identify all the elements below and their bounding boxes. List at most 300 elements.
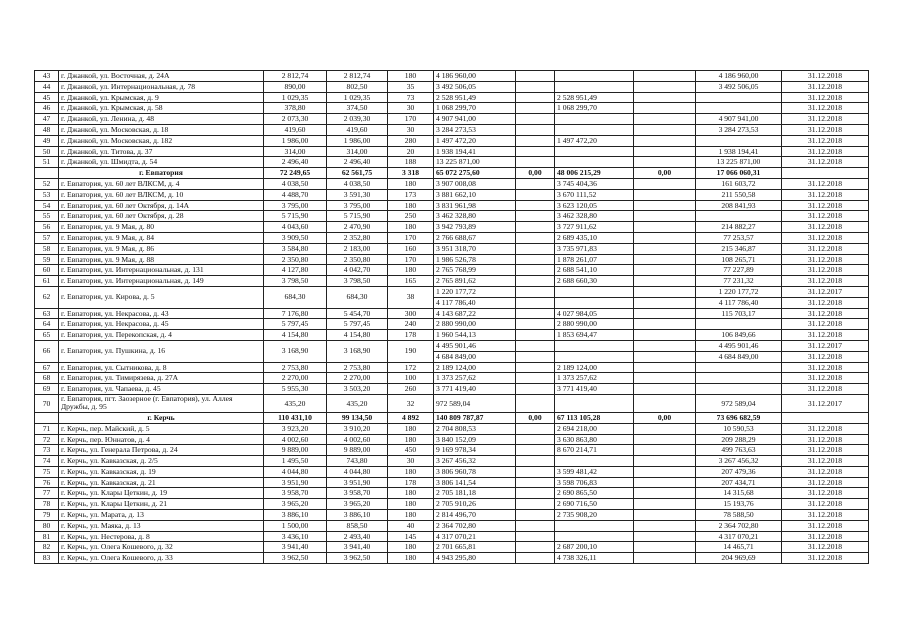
deadline-date-cell: 31.12.2018	[782, 265, 869, 276]
total-area-cell: 3 965,20	[264, 499, 327, 510]
residents-count-cell: 178	[388, 330, 434, 341]
total-area-cell: 4 044,80	[264, 466, 327, 477]
total-cost-cell: 2 528 951,49	[434, 92, 516, 103]
residents-count-cell: 260	[388, 384, 434, 395]
fund-column-2-cell: 3 630 863,80	[555, 434, 634, 445]
address-cell: г. Керчь	[59, 412, 264, 423]
fund-column-2-cell: 2 688 541,10	[555, 265, 634, 276]
residents-count-cell: 180	[388, 499, 434, 510]
fund-column-1-cell	[516, 146, 555, 157]
residents-count-cell: 190	[388, 340, 434, 362]
residents-count-cell: 250	[388, 211, 434, 222]
total-cost-cell: 4 317 070,21	[434, 531, 516, 542]
living-area-cell: 4 038,50	[327, 178, 388, 189]
fund-column-3-cell	[634, 542, 696, 553]
fund-column-1-cell	[516, 157, 555, 168]
table-row	[35, 542, 869, 553]
residents-count-cell: 35	[388, 81, 434, 92]
total-cost-cell: 3 771 419,40	[434, 384, 516, 395]
fund-column-3-cell	[634, 456, 696, 467]
fund-column-1-cell	[516, 189, 555, 200]
residents-count-cell: 240	[388, 319, 434, 330]
fund-column-4-cell: 207 479,36	[696, 466, 782, 477]
total-cost-cell: 972 589,04	[434, 394, 516, 412]
address-cell: г. Евпатория, ул. Интернациональная, д. 149	[59, 276, 264, 287]
fund-column-1-cell	[516, 254, 555, 265]
fund-column-3-cell	[634, 189, 696, 200]
fund-column-4-cell: 499 763,63	[696, 445, 782, 456]
fund-column-4-cell: 73 696 682,59	[696, 412, 782, 423]
fund-column-3-cell	[634, 308, 696, 319]
fund-column-3-cell	[634, 146, 696, 157]
residents-count-cell: 180	[388, 466, 434, 477]
sub-value	[555, 297, 633, 308]
fund-column-1-cell	[516, 542, 555, 553]
fund-column-2-cell: 2 688 660,30	[555, 276, 634, 287]
row-number-cell: 58	[35, 243, 59, 254]
address-cell: г. Джанкой, ул. Титова, д. 37	[59, 146, 264, 157]
total-cost-cell: 2 705 910,26	[434, 499, 516, 510]
deadline-date-cell: 31.12.2018	[782, 178, 869, 189]
group-total-row	[35, 168, 869, 179]
total-cost-cell: 13 225 871,00	[434, 157, 516, 168]
total-cost-cell: 2 765 768,99	[434, 265, 516, 276]
total-area-cell: 4 127,80	[264, 265, 327, 276]
table-body	[35, 71, 869, 564]
living-area-cell: 2 470,90	[327, 222, 388, 233]
sub-value	[634, 351, 695, 362]
total-area-cell: 3 795,00	[264, 200, 327, 211]
deadline-date-cell: 31.12.2018	[782, 157, 869, 168]
fund-column-3-cell	[634, 477, 696, 488]
address-cell: г. Евпатория, ул. Кирова, д. 5	[59, 286, 264, 308]
deadline-date-cell: 31.12.2018	[782, 445, 869, 456]
fund-column-1-cell	[516, 211, 555, 222]
total-cost-cell: 3 840 152,09	[434, 434, 516, 445]
fund-column-4-cell: 17 066 060,31	[696, 168, 782, 179]
fund-column-2-cell: 2 189 124,00	[555, 362, 634, 373]
residents-count-cell: 180	[388, 178, 434, 189]
address-cell: г. Евпатория, ул. Чапаева, д. 45	[59, 384, 264, 395]
fund-column-3-cell	[634, 362, 696, 373]
residents-count-cell: 180	[388, 200, 434, 211]
deadline-date-cell: 31.12.2018	[782, 466, 869, 477]
fund-column-4-cell: 10 590,53	[696, 423, 782, 434]
row-number-cell: 63	[35, 308, 59, 319]
total-cost-cell: 140 809 787,87	[434, 412, 516, 423]
fund-column-4-cell: 77 231,32	[696, 276, 782, 287]
residents-count-cell: 172	[388, 362, 434, 373]
residents-count-cell: 3 318	[388, 168, 434, 179]
total-cost-cell: 4 186 960,00	[434, 71, 516, 82]
address-cell: г. Евпатория, ул. 9 Мая, д. 86	[59, 243, 264, 254]
fund-column-2-cell: 67 113 105,28	[555, 412, 634, 423]
group-total-row	[35, 412, 869, 423]
row-number-cell: 47	[35, 114, 59, 125]
total-area-cell: 2 350,80	[264, 254, 327, 265]
fund-column-2-cell	[555, 520, 634, 531]
fund-column-3-cell	[634, 319, 696, 330]
row-number-cell: 46	[35, 103, 59, 114]
table-row	[35, 466, 869, 477]
total-cost-cell: 3 806 141,54	[434, 477, 516, 488]
residents-count-cell: 180	[388, 71, 434, 82]
fund-column-4-cell: 3 267 456,32	[696, 456, 782, 467]
residents-count-cell: 4 892	[388, 412, 434, 423]
residents-count-cell: 32	[388, 394, 434, 412]
total-area-cell: 5 797,45	[264, 319, 327, 330]
fund-column-4-cell: 115 703,17	[696, 308, 782, 319]
address-cell: г. Джанкой, ул. Шмидта, д. 54	[59, 157, 264, 168]
fund-column-3-cell: 0,00	[634, 412, 696, 423]
sub-value	[555, 351, 633, 362]
table-row	[35, 103, 869, 114]
fund-column-4-cell	[696, 319, 782, 330]
sub-value	[634, 287, 695, 297]
row-number-cell: 71	[35, 423, 59, 434]
row-number-cell: 74	[35, 456, 59, 467]
address-cell: г. Джанкой, ул. Московская, д. 182	[59, 135, 264, 146]
total-cost-cell: 3 951 318,70	[434, 243, 516, 254]
fund-column-2-cell	[555, 146, 634, 157]
deadline-date-cell: 31.12.2018	[782, 362, 869, 373]
residents-count-cell: 170	[388, 254, 434, 265]
fund-column-1-cell	[516, 330, 555, 341]
table-row	[35, 362, 869, 373]
deadline-date-cell: 31.12.2018	[782, 71, 869, 82]
fund-column-2-cell: 8 670 214,71	[555, 445, 634, 456]
fund-column-2-cell: 3 599 481,42	[555, 466, 634, 477]
residents-count-cell: 40	[388, 520, 434, 531]
fund-column-2-cell: 1 853 694,47	[555, 330, 634, 341]
residents-count-cell: 160	[388, 243, 434, 254]
fund-column-4-cell: 1 938 194,41	[696, 146, 782, 157]
row-number-cell: 52	[35, 178, 59, 189]
fund-column-4-cell	[696, 340, 782, 362]
fund-column-2-cell: 1 497 472,20	[555, 135, 634, 146]
registry-table	[34, 70, 869, 564]
address-cell: г. Керчь, ул. Нестерова, д. 8	[59, 531, 264, 542]
row-number-cell: 76	[35, 477, 59, 488]
total-cost-cell: 1 986 526,78	[434, 254, 516, 265]
residents-count-cell: 30	[388, 124, 434, 135]
total-cost-cell: 4 943 295,80	[434, 553, 516, 564]
address-cell: г. Керчь, ул. Кавказская, д. 2/5	[59, 456, 264, 467]
row-number-cell: 60	[35, 265, 59, 276]
fund-column-2-cell: 3 745 404,36	[555, 178, 634, 189]
row-number-cell: 43	[35, 71, 59, 82]
residents-count-cell: 180	[388, 510, 434, 521]
fund-column-4-cell: 78 588,50	[696, 510, 782, 521]
fund-column-3-cell	[634, 103, 696, 114]
row-number-cell: 75	[35, 466, 59, 477]
table-row	[35, 157, 869, 168]
deadline-date-cell: 31.12.2018	[782, 520, 869, 531]
total-area-cell: 3 941,40	[264, 542, 327, 553]
fund-column-2-cell: 2 880 990,00	[555, 319, 634, 330]
sub-value: 31.12.2018	[782, 351, 868, 362]
living-area-cell: 435,20	[327, 394, 388, 412]
address-cell: г. Евпатория, ул. Тимирязева, д. 27А	[59, 373, 264, 384]
fund-column-2-cell: 1 878 261,07	[555, 254, 634, 265]
table-row	[35, 81, 869, 92]
fund-column-2-cell	[555, 456, 634, 467]
residents-count-cell: 178	[388, 477, 434, 488]
fund-column-1-cell	[516, 520, 555, 531]
deadline-date-cell: 31.12.2018	[782, 510, 869, 521]
address-cell: г. Джанкой, ул. Крымская, д. 58	[59, 103, 264, 114]
fund-column-1-cell	[516, 340, 555, 362]
fund-column-1-cell	[516, 286, 555, 308]
fund-column-1-cell	[516, 103, 555, 114]
address-cell: г. Евпатория, ул. Сытникова, д. 8	[59, 362, 264, 373]
living-area-cell: 3 962,50	[327, 553, 388, 564]
deadline-date-cell: 31.12.2018	[782, 319, 869, 330]
fund-column-3-cell	[634, 157, 696, 168]
deadline-date-cell: 31.12.2018	[782, 232, 869, 243]
address-cell: г. Евпатория, ул. 9 Мая, д. 88	[59, 254, 264, 265]
row-number-cell	[35, 168, 59, 179]
fund-column-3-cell	[634, 135, 696, 146]
total-area-cell: 4 488,70	[264, 189, 327, 200]
row-number-cell: 79	[35, 510, 59, 521]
fund-column-1-cell	[516, 466, 555, 477]
living-area-cell: 3 886,10	[327, 510, 388, 521]
row-number-cell: 56	[35, 222, 59, 233]
living-area-cell: 684,30	[327, 286, 388, 308]
table-row	[35, 276, 869, 287]
living-area-cell: 5 797,45	[327, 319, 388, 330]
fund-column-4-cell: 211 550,58	[696, 189, 782, 200]
living-area-cell: 9 889,00	[327, 445, 388, 456]
deadline-date-cell: 31.12.2018	[782, 114, 869, 125]
fund-column-2-cell: 2 689 435,10	[555, 232, 634, 243]
residents-count-cell: 73	[388, 92, 434, 103]
table-row	[35, 146, 869, 157]
fund-column-4-cell	[696, 362, 782, 373]
fund-column-4-cell	[696, 135, 782, 146]
deadline-date-cell: 31.12.2018	[782, 81, 869, 92]
living-area-cell: 3 910,20	[327, 423, 388, 434]
deadline-date-cell: 31.12.2018	[782, 200, 869, 211]
table-row	[35, 265, 869, 276]
fund-column-4-cell: 106 849,66	[696, 330, 782, 341]
living-area-cell: 3 958,70	[327, 488, 388, 499]
fund-column-3-cell	[634, 124, 696, 135]
total-cost-cell: 3 267 456,32	[434, 456, 516, 467]
row-number-cell: 70	[35, 394, 59, 412]
deadline-date-cell	[782, 286, 869, 308]
total-area-cell: 684,30	[264, 286, 327, 308]
table-row	[35, 211, 869, 222]
residents-count-cell: 165	[388, 276, 434, 287]
total-cost-cell: 1 960 544,13	[434, 330, 516, 341]
fund-column-3-cell	[634, 200, 696, 211]
address-cell: г. Керчь, пер. Майский, д. 5	[59, 423, 264, 434]
fund-column-4-cell: 14 315,68	[696, 488, 782, 499]
address-cell: г. Керчь, ул. Кавказская, д. 19	[59, 466, 264, 477]
row-number-cell: 45	[35, 92, 59, 103]
residents-count-cell: 180	[388, 542, 434, 553]
total-cost-cell: 2 704 808,53	[434, 423, 516, 434]
living-area-cell: 3 941,40	[327, 542, 388, 553]
living-area-cell: 2 493,40	[327, 531, 388, 542]
total-area-cell: 3 436,10	[264, 531, 327, 542]
fund-column-4-cell: 77 253,57	[696, 232, 782, 243]
total-area-cell: 9 889,00	[264, 445, 327, 456]
living-area-cell: 802,50	[327, 81, 388, 92]
deadline-date-cell: 31.12.2018	[782, 308, 869, 319]
sub-value: 1 220 177,72	[718, 286, 759, 296]
row-number-cell: 54	[35, 200, 59, 211]
fund-column-3-cell	[634, 445, 696, 456]
sub-value: 4 495 901,46	[436, 340, 476, 350]
fund-column-4-cell	[696, 373, 782, 384]
residents-count-cell: 30	[388, 456, 434, 467]
fund-column-1-cell: 0,00	[516, 168, 555, 179]
fund-column-3-cell	[634, 330, 696, 341]
table-row	[35, 434, 869, 445]
living-area-cell: 2 270,00	[327, 373, 388, 384]
row-number-cell: 55	[35, 211, 59, 222]
deadline-date-cell	[782, 412, 869, 423]
fund-column-3-cell	[634, 531, 696, 542]
address-cell: г. Евпатория, ул. Интернациональная, д. 131	[59, 265, 264, 276]
fund-column-1-cell	[516, 308, 555, 319]
table-row	[35, 71, 869, 82]
fund-column-3-cell	[634, 286, 696, 308]
total-area-cell: 419,60	[264, 124, 327, 135]
fund-column-1-cell	[516, 362, 555, 373]
living-area-cell: 62 561,75	[327, 168, 388, 179]
deadline-date-cell: 31.12.2018	[782, 531, 869, 542]
total-area-cell: 3 962,50	[264, 553, 327, 564]
table-row	[35, 553, 869, 564]
address-cell: г. Джанкой, ул. Крымская, д. 9	[59, 92, 264, 103]
address-cell: г. Евпатория, ул. 9 Мая, д. 84	[59, 232, 264, 243]
row-number-cell: 64	[35, 319, 59, 330]
total-cost-cell: 3 284 273,53	[434, 124, 516, 135]
fund-column-1-cell: 0,00	[516, 412, 555, 423]
address-cell: г. Евпатория, ул. 60 лет Октября, д. 28	[59, 211, 264, 222]
living-area-cell: 4 002,60	[327, 434, 388, 445]
sub-value: 4 117 786,40	[434, 297, 515, 308]
table-row	[35, 340, 869, 362]
deadline-date-cell: 31.12.2018	[782, 243, 869, 254]
living-area-cell: 4 154,80	[327, 330, 388, 341]
table-row	[35, 394, 869, 412]
total-area-cell: 1 500,00	[264, 520, 327, 531]
fund-column-4-cell: 14 465,71	[696, 542, 782, 553]
fund-column-1-cell	[516, 71, 555, 82]
total-area-cell: 3 584,80	[264, 243, 327, 254]
fund-column-2-cell	[555, 124, 634, 135]
table-row	[35, 286, 869, 308]
deadline-date-cell: 31.12.2018	[782, 423, 869, 434]
residents-count-cell: 180	[388, 423, 434, 434]
deadline-date-cell: 31.12.2018	[782, 222, 869, 233]
deadline-date-cell	[782, 340, 869, 362]
fund-column-3-cell	[634, 222, 696, 233]
living-area-cell: 3 503,20	[327, 384, 388, 395]
address-cell: г. Евпатория	[59, 168, 264, 179]
address-cell: г. Керчь, ул. Клары Цеткин, д. 19	[59, 488, 264, 499]
fund-column-2-cell	[555, 286, 634, 308]
fund-column-1-cell	[516, 222, 555, 233]
table-row	[35, 423, 869, 434]
table-row	[35, 499, 869, 510]
total-area-cell: 2 496,40	[264, 157, 327, 168]
total-cost-cell: 3 492 506,05	[434, 81, 516, 92]
table-row	[35, 308, 869, 319]
fund-column-3-cell	[634, 178, 696, 189]
table-row	[35, 319, 869, 330]
fund-column-3-cell: 0,00	[634, 168, 696, 179]
fund-column-2-cell: 3 727 911,62	[555, 222, 634, 233]
address-cell: г. Евпатория, ул. 9 Мая, д. 80	[59, 222, 264, 233]
fund-column-4-cell: 207 434,71	[696, 477, 782, 488]
fund-column-1-cell	[516, 92, 555, 103]
deadline-date-cell: 31.12.2017	[782, 394, 869, 412]
fund-column-2-cell: 3 735 971,83	[555, 243, 634, 254]
residents-count-cell: 180	[388, 488, 434, 499]
table-row	[35, 222, 869, 233]
fund-column-4-cell: 209 288,29	[696, 434, 782, 445]
fund-column-2-cell: 3 670 111,52	[555, 189, 634, 200]
fund-column-2-cell: 3 771 419,40	[555, 384, 634, 395]
fund-column-4-cell	[696, 92, 782, 103]
row-number-cell: 80	[35, 520, 59, 531]
address-cell: г. Керчь, ул. Олега Кошевого, д. 32	[59, 542, 264, 553]
table-row	[35, 254, 869, 265]
fund-column-1-cell	[516, 373, 555, 384]
fund-column-1-cell	[516, 456, 555, 467]
address-cell: г. Евпатория, ул. 60 лет ВЛКСМ, д. 10	[59, 189, 264, 200]
fund-column-3-cell	[634, 488, 696, 499]
row-number-cell: 53	[35, 189, 59, 200]
address-cell: г. Керчь, ул. Кавказская, д. 21	[59, 477, 264, 488]
deadline-date-cell: 31.12.2018	[782, 553, 869, 564]
fund-column-3-cell	[634, 211, 696, 222]
total-area-cell: 5 715,90	[264, 211, 327, 222]
fund-column-4-cell: 4 907 941,00	[696, 114, 782, 125]
fund-column-3-cell	[634, 243, 696, 254]
total-area-cell: 72 249,65	[264, 168, 327, 179]
row-number-cell: 82	[35, 542, 59, 553]
table-row	[35, 373, 869, 384]
sub-value	[516, 297, 554, 308]
residents-count-cell: 170	[388, 232, 434, 243]
fund-column-3-cell	[634, 423, 696, 434]
address-cell: г. Джанкой, ул. Московская, д. 18	[59, 124, 264, 135]
row-number-cell: 77	[35, 488, 59, 499]
table-row	[35, 124, 869, 135]
total-cost-cell: 2 880 990,00	[434, 319, 516, 330]
total-area-cell: 5 955,30	[264, 384, 327, 395]
table-row	[35, 178, 869, 189]
address-cell: г. Евпатория, ул. Пушкина, д. 16	[59, 340, 264, 362]
row-number-cell: 81	[35, 531, 59, 542]
address-cell: г. Керчь, ул. Клары Цеткин, д. 21	[59, 499, 264, 510]
fund-column-4-cell: 3 492 506,05	[696, 81, 782, 92]
living-area-cell: 4 044,80	[327, 466, 388, 477]
table-row	[35, 135, 869, 146]
residents-count-cell: 20	[388, 146, 434, 157]
row-number-cell: 68	[35, 373, 59, 384]
living-area-cell: 2 753,80	[327, 362, 388, 373]
sub-value: 31.12.2017	[807, 340, 843, 350]
sub-value: 31.12.2017	[807, 286, 843, 296]
